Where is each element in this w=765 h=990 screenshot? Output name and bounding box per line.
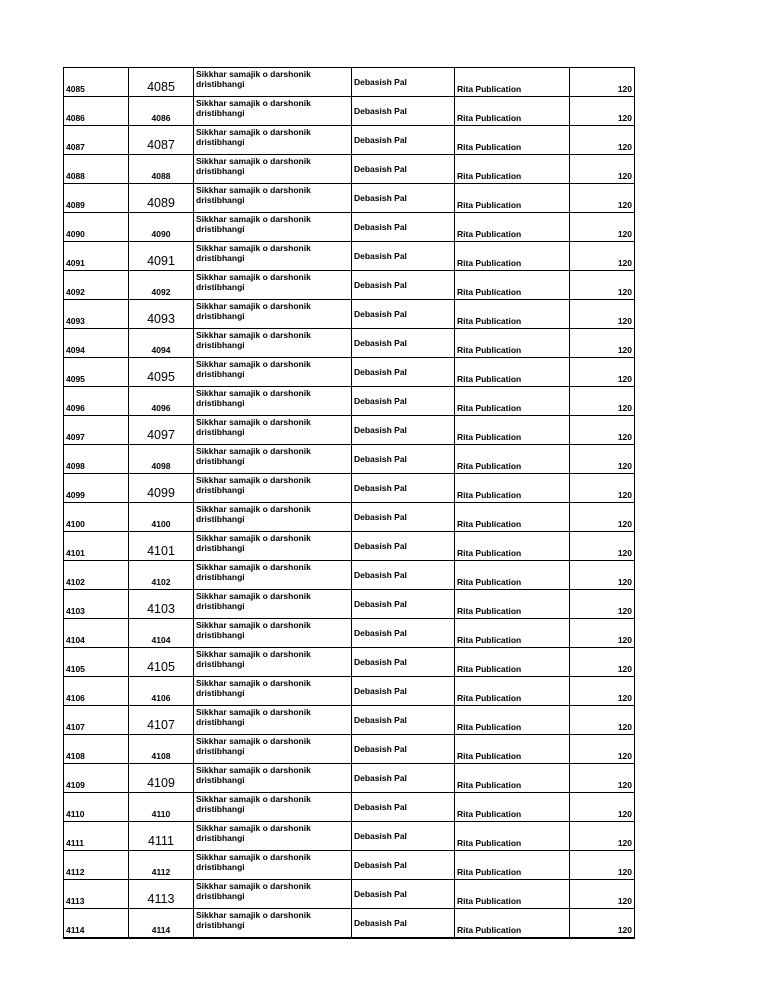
serial-number-cell: 4109 — [129, 764, 194, 793]
accession-number-cell: 4104 — [64, 619, 129, 648]
table-row — [64, 358, 635, 387]
book-title-line-2: dristibhangi — [196, 79, 245, 89]
publisher-cell: Rita Publication — [455, 445, 570, 474]
author-cell: Debasish Pal — [352, 619, 455, 648]
book-title-cell — [194, 474, 352, 503]
table-row — [64, 68, 635, 97]
book-title-line-2: dristibhangi — [196, 746, 245, 756]
book-title-line-2: dristibhangi — [196, 485, 245, 495]
book-title-line-1: Sikkhar samajik o darshonik — [196, 910, 311, 920]
book-title-line-2: dristibhangi — [196, 659, 245, 669]
book-title-line-1: Sikkhar samajik o darshonik — [196, 678, 311, 688]
book-title-line-2: dristibhangi — [196, 253, 245, 263]
book-title-line-1: Sikkhar samajik o darshonik — [196, 69, 311, 79]
book-title-line-2: dristibhangi — [196, 920, 245, 930]
book-title-line-1: Sikkhar samajik o darshonik — [196, 765, 311, 775]
book-title-line-1: Sikkhar samajik o darshonik — [196, 562, 311, 572]
author-cell: Debasish Pal — [352, 561, 455, 590]
book-title-line-2: dristibhangi — [196, 601, 245, 611]
accession-number-cell: 4091 — [64, 242, 129, 271]
book-title-cell — [194, 155, 352, 184]
publisher-cell: Rita Publication — [455, 474, 570, 503]
book-title-cell — [194, 68, 352, 97]
author-cell: Debasish Pal — [352, 68, 455, 97]
author-cell: Debasish Pal — [352, 271, 455, 300]
book-title-line-2: dristibhangi — [196, 369, 245, 379]
publisher-cell: Rita Publication — [455, 909, 570, 939]
table-row — [64, 619, 635, 648]
price-cell: 120 — [570, 590, 635, 619]
accession-number-cell: 4090 — [64, 213, 129, 242]
serial-number-cell: 4088 — [129, 155, 194, 184]
publisher-cell: Rita Publication — [455, 97, 570, 126]
book-title-line-1: Sikkhar samajik o darshonik — [196, 185, 311, 195]
publisher-cell: Rita Publication — [455, 184, 570, 213]
book-title-cell — [194, 445, 352, 474]
serial-number-cell: 4113 — [129, 880, 194, 909]
author-cell: Debasish Pal — [352, 242, 455, 271]
serial-number-cell: 4111 — [129, 822, 194, 851]
author-cell: Debasish Pal — [352, 532, 455, 561]
publisher-cell: Rita Publication — [455, 880, 570, 909]
book-title-line-2: dristibhangi — [196, 833, 245, 843]
serial-number-cell: 4090 — [129, 213, 194, 242]
price-cell: 120 — [570, 909, 635, 939]
table-row — [64, 271, 635, 300]
publisher-cell: Rita Publication — [455, 619, 570, 648]
price-cell: 120 — [570, 155, 635, 184]
book-title-line-2: dristibhangi — [196, 630, 245, 640]
author-cell: Debasish Pal — [352, 97, 455, 126]
table-row — [64, 155, 635, 184]
book-title-cell — [194, 706, 352, 735]
book-title-line-2: dristibhangi — [196, 688, 245, 698]
book-title-cell — [194, 184, 352, 213]
publisher-cell: Rita Publication — [455, 68, 570, 97]
table-row — [64, 387, 635, 416]
accession-number-cell: 4106 — [64, 677, 129, 706]
author-cell: Debasish Pal — [352, 735, 455, 764]
accession-number-cell: 4103 — [64, 590, 129, 619]
book-list-table — [63, 67, 635, 939]
book-title-cell — [194, 764, 352, 793]
publisher-cell: Rita Publication — [455, 590, 570, 619]
serial-number-cell: 4105 — [129, 648, 194, 677]
book-title-line-1: Sikkhar samajik o darshonik — [196, 852, 311, 862]
author-cell: Debasish Pal — [352, 155, 455, 184]
author-cell: Debasish Pal — [352, 416, 455, 445]
publisher-cell: Rita Publication — [455, 532, 570, 561]
accession-number-cell: 4109 — [64, 764, 129, 793]
book-title-line-2: dristibhangi — [196, 572, 245, 582]
price-cell: 120 — [570, 213, 635, 242]
table-row — [64, 97, 635, 126]
table-row — [64, 561, 635, 590]
accession-number-cell: 4101 — [64, 532, 129, 561]
accession-number-cell: 4111 — [64, 822, 129, 851]
serial-number-cell: 4096 — [129, 387, 194, 416]
accession-number-cell: 4100 — [64, 503, 129, 532]
author-cell: Debasish Pal — [352, 851, 455, 880]
price-cell: 120 — [570, 503, 635, 532]
author-cell: Debasish Pal — [352, 184, 455, 213]
book-title-line-1: Sikkhar samajik o darshonik — [196, 417, 311, 427]
book-title-cell — [194, 909, 352, 939]
publisher-cell: Rita Publication — [455, 677, 570, 706]
price-cell: 120 — [570, 648, 635, 677]
book-title-line-2: dristibhangi — [196, 282, 245, 292]
book-title-line-1: Sikkhar samajik o darshonik — [196, 823, 311, 833]
table-row — [64, 793, 635, 822]
author-cell: Debasish Pal — [352, 648, 455, 677]
book-title-line-2: dristibhangi — [196, 717, 245, 727]
book-title-cell — [194, 619, 352, 648]
serial-number-cell: 4101 — [129, 532, 194, 561]
publisher-cell: Rita Publication — [455, 822, 570, 851]
accession-number-cell: 4114 — [64, 909, 129, 939]
accession-number-cell: 4107 — [64, 706, 129, 735]
book-title-line-1: Sikkhar samajik o darshonik — [196, 214, 311, 224]
book-title-line-2: dristibhangi — [196, 195, 245, 205]
book-title-line-1: Sikkhar samajik o darshonik — [196, 359, 311, 369]
price-cell: 120 — [570, 329, 635, 358]
accession-number-cell: 4113 — [64, 880, 129, 909]
accession-number-cell: 4105 — [64, 648, 129, 677]
price-cell: 120 — [570, 764, 635, 793]
publisher-cell: Rita Publication — [455, 735, 570, 764]
book-title-line-2: dristibhangi — [196, 108, 245, 118]
book-title-cell — [194, 677, 352, 706]
price-cell: 120 — [570, 387, 635, 416]
book-title-cell — [194, 300, 352, 329]
book-title-line-2: dristibhangi — [196, 862, 245, 872]
book-title-line-2: dristibhangi — [196, 427, 245, 437]
price-cell: 120 — [570, 532, 635, 561]
serial-number-cell: 4103 — [129, 590, 194, 619]
serial-number-cell: 4095 — [129, 358, 194, 387]
table-row — [64, 445, 635, 474]
book-title-line-1: Sikkhar samajik o darshonik — [196, 156, 311, 166]
book-title-cell — [194, 213, 352, 242]
price-cell: 120 — [570, 358, 635, 387]
book-title-line-1: Sikkhar samajik o darshonik — [196, 475, 311, 485]
serial-number-cell: 4087 — [129, 126, 194, 155]
accession-number-cell: 4110 — [64, 793, 129, 822]
book-title-line-1: Sikkhar samajik o darshonik — [196, 736, 311, 746]
table-row — [64, 706, 635, 735]
author-cell: Debasish Pal — [352, 213, 455, 242]
price-cell: 120 — [570, 97, 635, 126]
book-title-line-2: dristibhangi — [196, 456, 245, 466]
publisher-cell: Rita Publication — [455, 764, 570, 793]
book-list-body — [64, 68, 635, 939]
book-title-line-1: Sikkhar samajik o darshonik — [196, 707, 311, 717]
book-title-line-1: Sikkhar samajik o darshonik — [196, 330, 311, 340]
author-cell: Debasish Pal — [352, 706, 455, 735]
book-title-line-1: Sikkhar samajik o darshonik — [196, 881, 311, 891]
publisher-cell: Rita Publication — [455, 126, 570, 155]
author-cell: Debasish Pal — [352, 764, 455, 793]
price-cell: 120 — [570, 735, 635, 764]
price-cell: 120 — [570, 793, 635, 822]
serial-number-cell: 4092 — [129, 271, 194, 300]
book-title-cell — [194, 329, 352, 358]
book-title-cell — [194, 358, 352, 387]
book-title-line-2: dristibhangi — [196, 166, 245, 176]
price-cell: 120 — [570, 416, 635, 445]
book-title-line-2: dristibhangi — [196, 543, 245, 553]
publisher-cell: Rita Publication — [455, 416, 570, 445]
serial-number-cell: 4104 — [129, 619, 194, 648]
author-cell: Debasish Pal — [352, 880, 455, 909]
author-cell: Debasish Pal — [352, 358, 455, 387]
table-row — [64, 213, 635, 242]
book-title-cell — [194, 648, 352, 677]
book-title-line-2: dristibhangi — [196, 804, 245, 814]
serial-number-cell: 4112 — [129, 851, 194, 880]
price-cell: 120 — [570, 184, 635, 213]
table-row — [64, 300, 635, 329]
serial-number-cell: 4089 — [129, 184, 194, 213]
serial-number-cell: 4086 — [129, 97, 194, 126]
author-cell: Debasish Pal — [352, 387, 455, 416]
price-cell: 120 — [570, 822, 635, 851]
book-title-cell — [194, 735, 352, 764]
table-row — [64, 474, 635, 503]
price-cell: 120 — [570, 880, 635, 909]
book-title-cell — [194, 503, 352, 532]
publisher-cell: Rita Publication — [455, 503, 570, 532]
author-cell: Debasish Pal — [352, 590, 455, 619]
author-cell: Debasish Pal — [352, 677, 455, 706]
accession-number-cell: 4112 — [64, 851, 129, 880]
table-row — [64, 677, 635, 706]
book-title-line-1: Sikkhar samajik o darshonik — [196, 272, 311, 282]
author-cell: Debasish Pal — [352, 329, 455, 358]
book-title-line-1: Sikkhar samajik o darshonik — [196, 620, 311, 630]
book-title-line-1: Sikkhar samajik o darshonik — [196, 127, 311, 137]
price-cell: 120 — [570, 619, 635, 648]
book-title-line-1: Sikkhar samajik o darshonik — [196, 446, 311, 456]
serial-number-cell: 4098 — [129, 445, 194, 474]
table-row — [64, 416, 635, 445]
accession-number-cell: 4085 — [64, 68, 129, 97]
publisher-cell: Rita Publication — [455, 155, 570, 184]
publisher-cell: Rita Publication — [455, 387, 570, 416]
book-title-cell — [194, 822, 352, 851]
book-title-line-2: dristibhangi — [196, 137, 245, 147]
price-cell: 120 — [570, 677, 635, 706]
table-row — [64, 764, 635, 793]
table-row — [64, 329, 635, 358]
book-title-line-2: dristibhangi — [196, 891, 245, 901]
book-title-cell — [194, 242, 352, 271]
table-row — [64, 851, 635, 880]
accession-number-cell: 4089 — [64, 184, 129, 213]
author-cell: Debasish Pal — [352, 126, 455, 155]
price-cell: 120 — [570, 561, 635, 590]
author-cell: Debasish Pal — [352, 793, 455, 822]
book-title-cell — [194, 532, 352, 561]
table-row — [64, 126, 635, 155]
accession-number-cell: 4087 — [64, 126, 129, 155]
book-title-cell — [194, 387, 352, 416]
book-title-line-1: Sikkhar samajik o darshonik — [196, 533, 311, 543]
author-cell: Debasish Pal — [352, 474, 455, 503]
serial-number-cell: 4085 — [129, 68, 194, 97]
price-cell: 120 — [570, 300, 635, 329]
table-row — [64, 822, 635, 851]
table-row — [64, 503, 635, 532]
accession-number-cell: 4098 — [64, 445, 129, 474]
publisher-cell: Rita Publication — [455, 242, 570, 271]
author-cell: Debasish Pal — [352, 822, 455, 851]
book-title-cell — [194, 126, 352, 155]
author-cell: Debasish Pal — [352, 503, 455, 532]
serial-number-cell: 4099 — [129, 474, 194, 503]
book-title-cell — [194, 416, 352, 445]
book-title-cell — [194, 271, 352, 300]
book-title-cell — [194, 851, 352, 880]
book-title-line-1: Sikkhar samajik o darshonik — [196, 243, 311, 253]
publisher-cell: Rita Publication — [455, 300, 570, 329]
accession-number-cell: 4088 — [64, 155, 129, 184]
price-cell: 120 — [570, 474, 635, 503]
accession-number-cell: 4097 — [64, 416, 129, 445]
book-title-line-1: Sikkhar samajik o darshonik — [196, 504, 311, 514]
accession-number-cell: 4094 — [64, 329, 129, 358]
accession-number-cell: 4096 — [64, 387, 129, 416]
serial-number-cell: 4094 — [129, 329, 194, 358]
book-title-line-2: dristibhangi — [196, 514, 245, 524]
serial-number-cell: 4106 — [129, 677, 194, 706]
serial-number-cell: 4093 — [129, 300, 194, 329]
publisher-cell: Rita Publication — [455, 271, 570, 300]
book-title-line-2: dristibhangi — [196, 340, 245, 350]
author-cell: Debasish Pal — [352, 300, 455, 329]
table-row — [64, 242, 635, 271]
accession-number-cell: 4095 — [64, 358, 129, 387]
book-title-line-1: Sikkhar samajik o darshonik — [196, 301, 311, 311]
publisher-cell: Rita Publication — [455, 561, 570, 590]
serial-number-cell: 4110 — [129, 793, 194, 822]
accession-number-cell: 4092 — [64, 271, 129, 300]
book-title-cell — [194, 880, 352, 909]
table-row — [64, 735, 635, 764]
publisher-cell: Rita Publication — [455, 706, 570, 735]
publisher-cell: Rita Publication — [455, 358, 570, 387]
author-cell: Debasish Pal — [352, 909, 455, 939]
book-title-line-1: Sikkhar samajik o darshonik — [196, 388, 311, 398]
table-row — [64, 648, 635, 677]
publisher-cell: Rita Publication — [455, 793, 570, 822]
accession-number-cell: 4093 — [64, 300, 129, 329]
book-title-line-1: Sikkhar samajik o darshonik — [196, 794, 311, 804]
serial-number-cell: 4102 — [129, 561, 194, 590]
accession-number-cell: 4102 — [64, 561, 129, 590]
table-row — [64, 184, 635, 213]
serial-number-cell: 4100 — [129, 503, 194, 532]
price-cell: 120 — [570, 851, 635, 880]
publisher-cell: Rita Publication — [455, 329, 570, 358]
serial-number-cell: 4108 — [129, 735, 194, 764]
accession-number-cell: 4108 — [64, 735, 129, 764]
accession-number-cell: 4099 — [64, 474, 129, 503]
price-cell: 120 — [570, 126, 635, 155]
book-title-cell — [194, 561, 352, 590]
serial-number-cell: 4091 — [129, 242, 194, 271]
book-title-line-2: dristibhangi — [196, 398, 245, 408]
price-cell: 120 — [570, 242, 635, 271]
price-cell: 120 — [570, 706, 635, 735]
book-title-line-1: Sikkhar samajik o darshonik — [196, 649, 311, 659]
publisher-cell: Rita Publication — [455, 851, 570, 880]
book-title-cell — [194, 97, 352, 126]
author-cell: Debasish Pal — [352, 445, 455, 474]
book-title-line-1: Sikkhar samajik o darshonik — [196, 98, 311, 108]
publisher-cell: Rita Publication — [455, 213, 570, 242]
accession-number-cell: 4086 — [64, 97, 129, 126]
price-cell: 120 — [570, 271, 635, 300]
table-row — [64, 880, 635, 909]
book-title-line-1: Sikkhar samajik o darshonik — [196, 591, 311, 601]
table-row — [64, 532, 635, 561]
price-cell: 120 — [570, 445, 635, 474]
price-cell: 120 — [570, 68, 635, 97]
publisher-cell: Rita Publication — [455, 648, 570, 677]
serial-number-cell: 4097 — [129, 416, 194, 445]
book-title-cell — [194, 590, 352, 619]
book-title-line-2: dristibhangi — [196, 775, 245, 785]
book-title-line-2: dristibhangi — [196, 224, 245, 234]
book-title-cell — [194, 793, 352, 822]
table-row — [64, 909, 635, 939]
serial-number-cell: 4114 — [129, 909, 194, 939]
table-row — [64, 590, 635, 619]
serial-number-cell: 4107 — [129, 706, 194, 735]
book-title-line-2: dristibhangi — [196, 311, 245, 321]
